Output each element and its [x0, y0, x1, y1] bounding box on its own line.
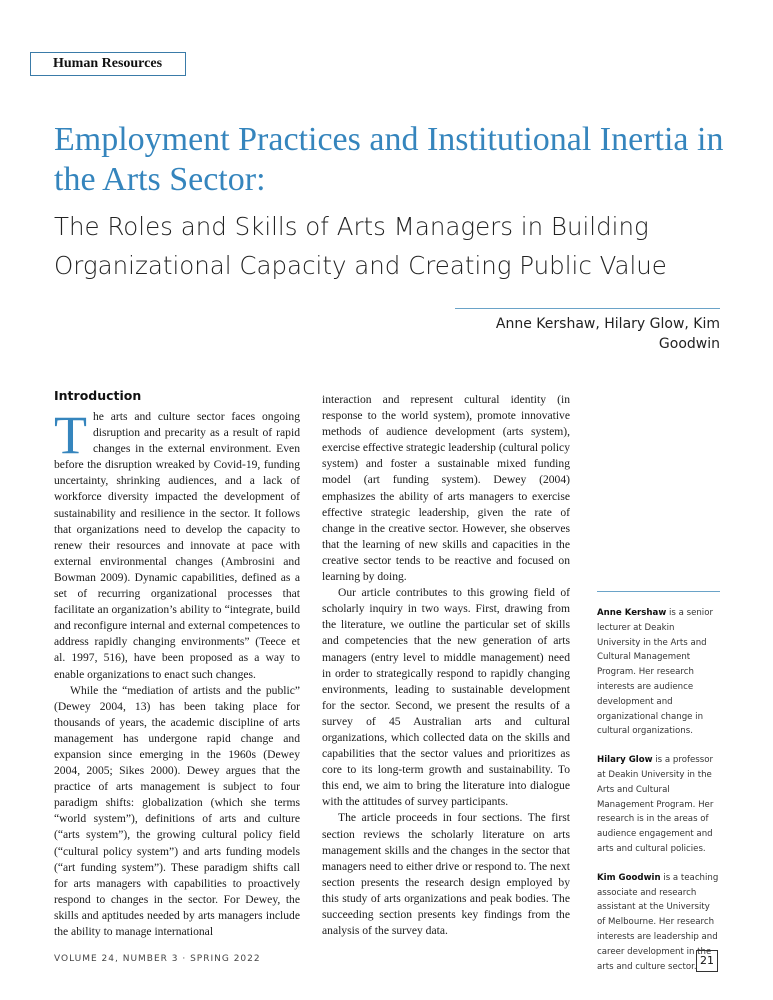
author-bios: [597, 606, 720, 988]
bio-text: is a teaching associate and research assistant at the University of Melbourne. Her research interests are leadership and career development in the arts and culture sector.: [597, 872, 719, 972]
body-paragraph-2: Our article contributes to this growing field of scholarly inquiry in two ways. First, drawing from the literature, we outline the particular set of skills and competencies that the new generation of arts managers (entry level to middle management) need in order to strategically respond to rapidly changing environments, leading to sustainable development for the sector. Second, we present the results of a survey of 45 Australian arts and cultural organizations, which collected data on the skills and capabilities that the sector values and prioritizes as core to its long-term growth and sustainability. To this end, we aim to bring the literature into dialogue with the attitudes of survey participants.: [322, 586, 570, 809]
section-heading: Introduction: [54, 388, 142, 403]
article-subtitle: The Roles and Skills of Arts Managers in Building Organizational Capacity and Creating Public Value: [54, 212, 667, 280]
byline-rule: [455, 308, 720, 309]
body-column-middle: [322, 392, 570, 939]
page-number: 21: [696, 950, 718, 972]
bio-text: is a professor at Deakin University in the Arts and Cultural Management Program. Her research is in the areas of audience engagement and arts and cultural policies.: [597, 755, 714, 854]
bio-name: Hilary Glow: [597, 755, 653, 766]
author-bio: [597, 753, 720, 857]
author-byline: Anne Kershaw, Hilary Glow, Kim Goodwin: [495, 316, 720, 352]
intro-paragraph-1-text: he arts and culture sector faces ongoing disruption and precarity as a result of rapid changes in the external environment. Even before the disruption wreaked by Covid-19, funding uncertainty, shrinking audiences, and a lack of workforce diversity impacted the development of sustainability and resilience in the sector. It follows that organizations need to develop the capacity to renew their resources and innovate at pace with external environmental changes (Ambrosini and Bowman 2009). Dynamic capabilities, defined as a set of recurring organizational processes that facilitate an organization’s ability to “integrate, build and reconfigure internal and external competences to address rapidly changing environments” (Teece et al. 1997, 516), have been proposed as a way to enable organizations to enact such changes.: [54, 410, 300, 681]
article-title: Employment Practices and Institutional Inertia in the Arts Sector:: [54, 121, 724, 198]
sidebar-rule: [597, 591, 720, 592]
drop-cap: T: [54, 405, 87, 465]
author-bio: [597, 606, 720, 739]
intro-paragraph-2: While the “mediation of artists and the public” (Dewey 2004, 13) has been taking place for thousands of years, the academic discipline of arts management has undergone rapid change and expansion since emerging in the 1960s (Dewey 2004, 2005; Sikes 2000). Dewey argues that the practice of arts management is subject to four paradigm shifts: globalization (which she terms “world system”), definitions of arts and culture (“arts system”), the growing cultural policy field (“cultural policy system”) and arts funding models (“art funding system”). These paradigm shifts call for arts managers with capabilities to proactively respond to changes in the sector. For Dewey, the skills and aptitudes needed by arts managers include the ability to manage international: [54, 683, 300, 938]
journal-footer: VOLUME 24, NUMBER 3 · SPRING 2022: [54, 954, 261, 964]
body-paragraph-1: interaction and represent cultural identity (in response to the world system), promote innovative methods of audience development (arts system), exercise effective strategic leadership (cultural policy system) and foster a sustainable mixed funding model (art funding system). Dewey (2004) emphasizes the ability of arts managers to exercise effective strategic leadership, given the rate of change in the creative sector. However, she observes that the learning of new skills and capacities in the creative sector tends to be reactive and focused on learning by doing.: [322, 393, 570, 584]
bio-name: Anne Kershaw: [597, 608, 667, 618]
bio-name: Kim Goodwin: [597, 872, 661, 883]
body-paragraph-3: The article proceeds in four sections. The first section reviews the scholarly literature on arts management skills and the changes in the sector that managers need to either drive or respond to. The next section presents the research design employed by this study of arts organizations and peak bodies. The succeeding section presents key findings from the analysis of the survey data.: [322, 811, 570, 938]
section-tag: Human Resources: [30, 52, 186, 76]
bio-text: is a senior lecturer at Deakin University in the Arts and Cultural Management Program. Her research interests are audience development and organizational change in cultural organizations.: [597, 608, 713, 737]
body-column-left: [54, 388, 300, 940]
intro-paragraph-1: [54, 405, 300, 683]
